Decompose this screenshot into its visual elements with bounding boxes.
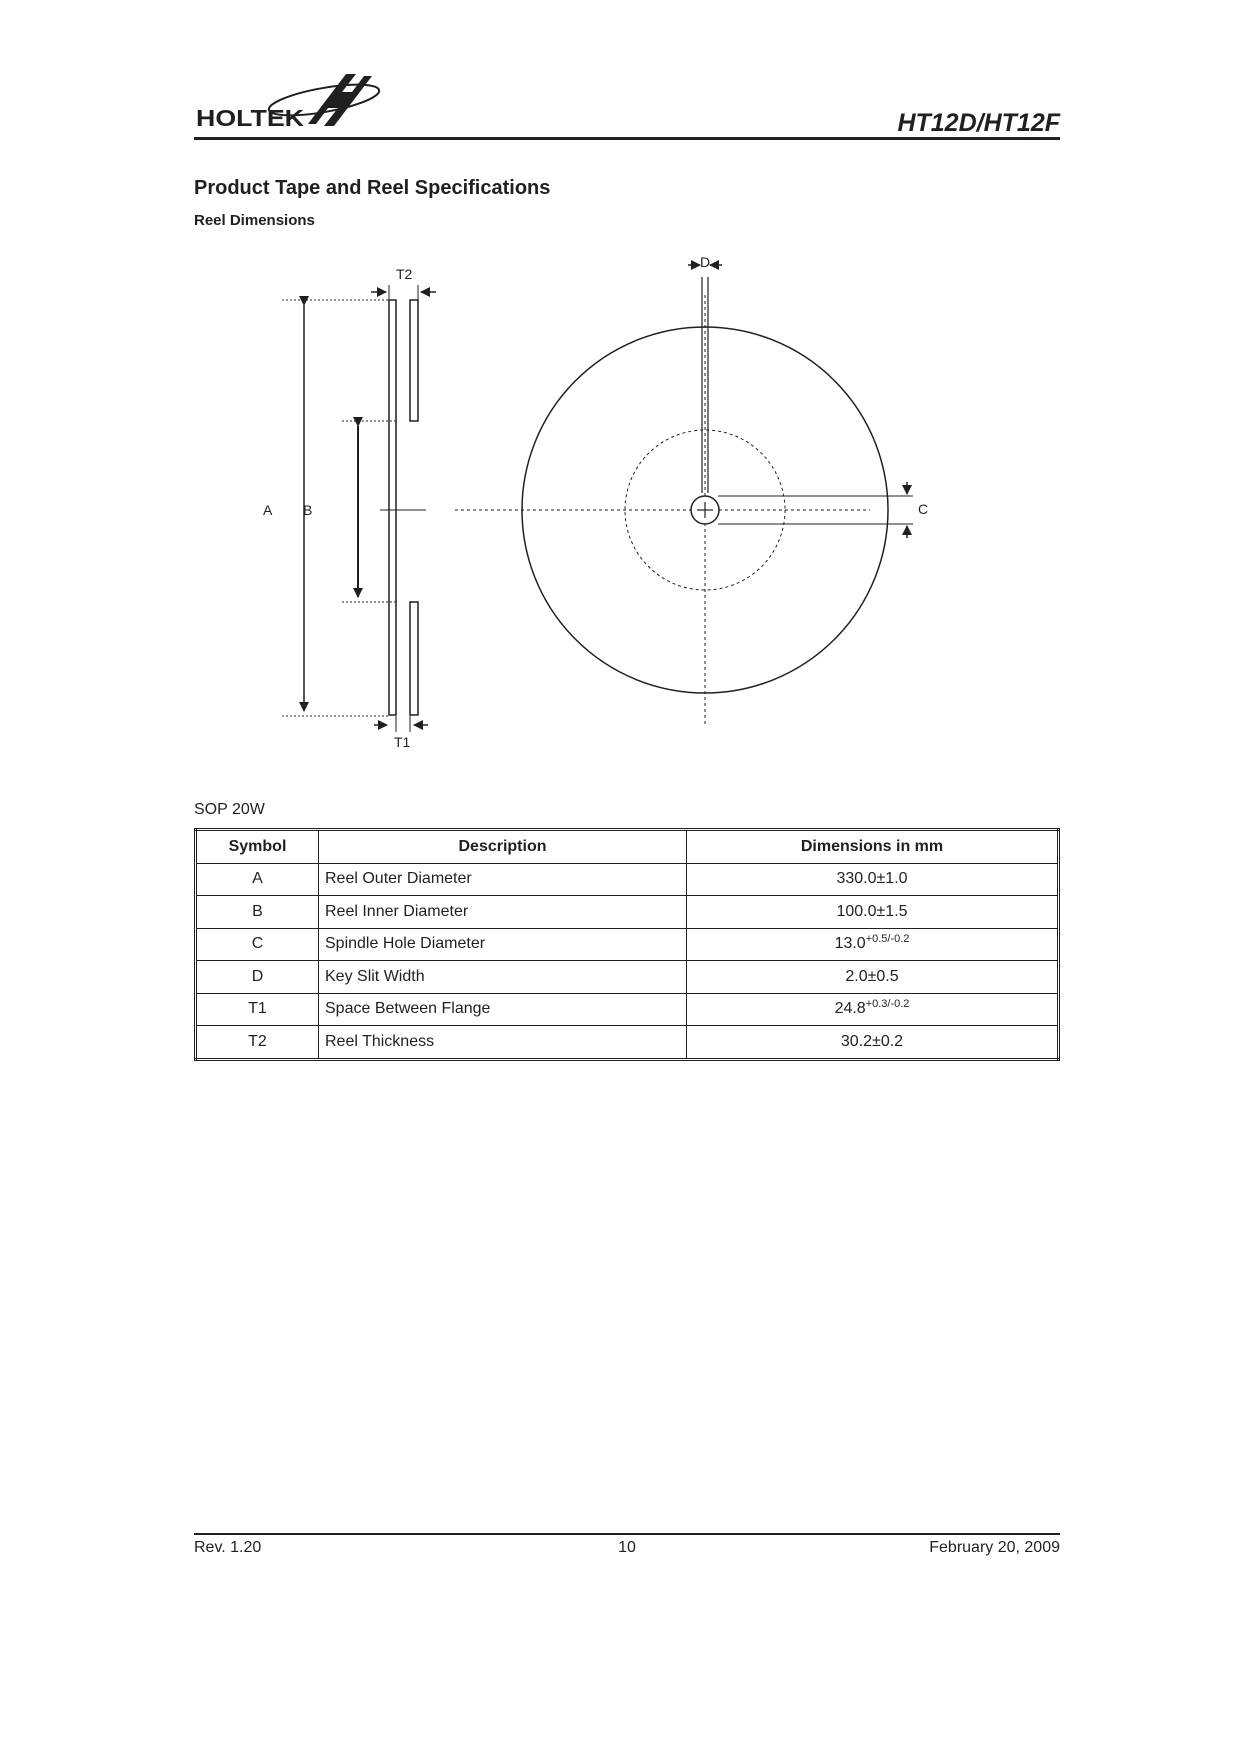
- dimension-value: 2.0±0.5: [845, 967, 899, 985]
- dimension-cell: [687, 993, 1059, 1026]
- footer-rule: [194, 1533, 1060, 1535]
- symbol-cell: A: [196, 863, 319, 896]
- label-b: B: [303, 502, 313, 518]
- table-row: [196, 896, 1059, 929]
- symbol-cell: D: [196, 961, 319, 994]
- symbol-cell: T1: [196, 993, 319, 1026]
- dimension-cell: [687, 896, 1059, 929]
- dimension-cell: [687, 1026, 1059, 1060]
- subsection-title: Reel Dimensions: [194, 212, 315, 229]
- symbol-cell: T2: [196, 1026, 319, 1060]
- dimension-value: 30.2±0.2: [840, 1032, 904, 1050]
- header-symbol: Symbol: [196, 830, 319, 864]
- brand-name: HOLTEK: [196, 105, 305, 131]
- table-row: [196, 961, 1059, 994]
- label-c: C: [918, 501, 929, 517]
- symbol-cell: C: [196, 928, 319, 961]
- dimension-cell: [687, 863, 1059, 896]
- header-rule: [194, 137, 1060, 140]
- description-cell: Key Slit Width: [319, 961, 687, 994]
- dimension-tolerance: +0.5/-0.2: [865, 933, 910, 946]
- table-header-row: [196, 830, 1059, 864]
- dimension-value: 100.0±1.5: [836, 902, 908, 920]
- reel-dimensions-diagram: [263, 254, 970, 755]
- dimension-cell: [687, 928, 1059, 961]
- dimension-value: 24.8: [834, 1000, 866, 1018]
- section-title: Product Tape and Reel Specifications: [194, 177, 551, 199]
- label-t2: T2: [396, 266, 413, 282]
- label-a: A: [263, 502, 273, 518]
- footer-date: February 20, 2009: [929, 1539, 1060, 1556]
- document-title: HT12D/HT12F: [897, 109, 1060, 137]
- holtek-logo: [196, 68, 388, 134]
- right-flange: [410, 300, 418, 421]
- description-cell: Reel Inner Diameter: [319, 896, 687, 929]
- table-row: [196, 863, 1059, 896]
- symbol-cell: B: [196, 896, 319, 929]
- table-row: [196, 1026, 1059, 1060]
- footer-page-number: 10: [618, 1539, 636, 1556]
- dimension-cell: [687, 961, 1059, 994]
- right-flange-lower: [410, 602, 418, 715]
- label-d: D: [700, 254, 711, 270]
- header-dimensions: Dimensions in mm: [687, 830, 1059, 864]
- label-t1: T1: [394, 734, 411, 750]
- table-row: [196, 993, 1059, 1026]
- dimension-tolerance: +0.3/-0.2: [865, 998, 910, 1011]
- footer-revision: Rev. 1.20: [194, 1539, 262, 1556]
- header-description: Description: [319, 830, 687, 864]
- dimension-value: 13.0: [834, 935, 866, 953]
- description-cell: Spindle Hole Diameter: [319, 928, 687, 961]
- package-label: SOP 20W: [194, 801, 265, 818]
- table-row: [196, 928, 1059, 961]
- description-cell: Reel Thickness: [319, 1026, 687, 1060]
- left-flange: [389, 300, 396, 715]
- description-cell: Space Between Flange: [319, 993, 687, 1026]
- reel-spec-table: [194, 828, 1060, 1061]
- dimension-value: 330.0±1.0: [836, 870, 908, 888]
- description-cell: Reel Outer Diameter: [319, 863, 687, 896]
